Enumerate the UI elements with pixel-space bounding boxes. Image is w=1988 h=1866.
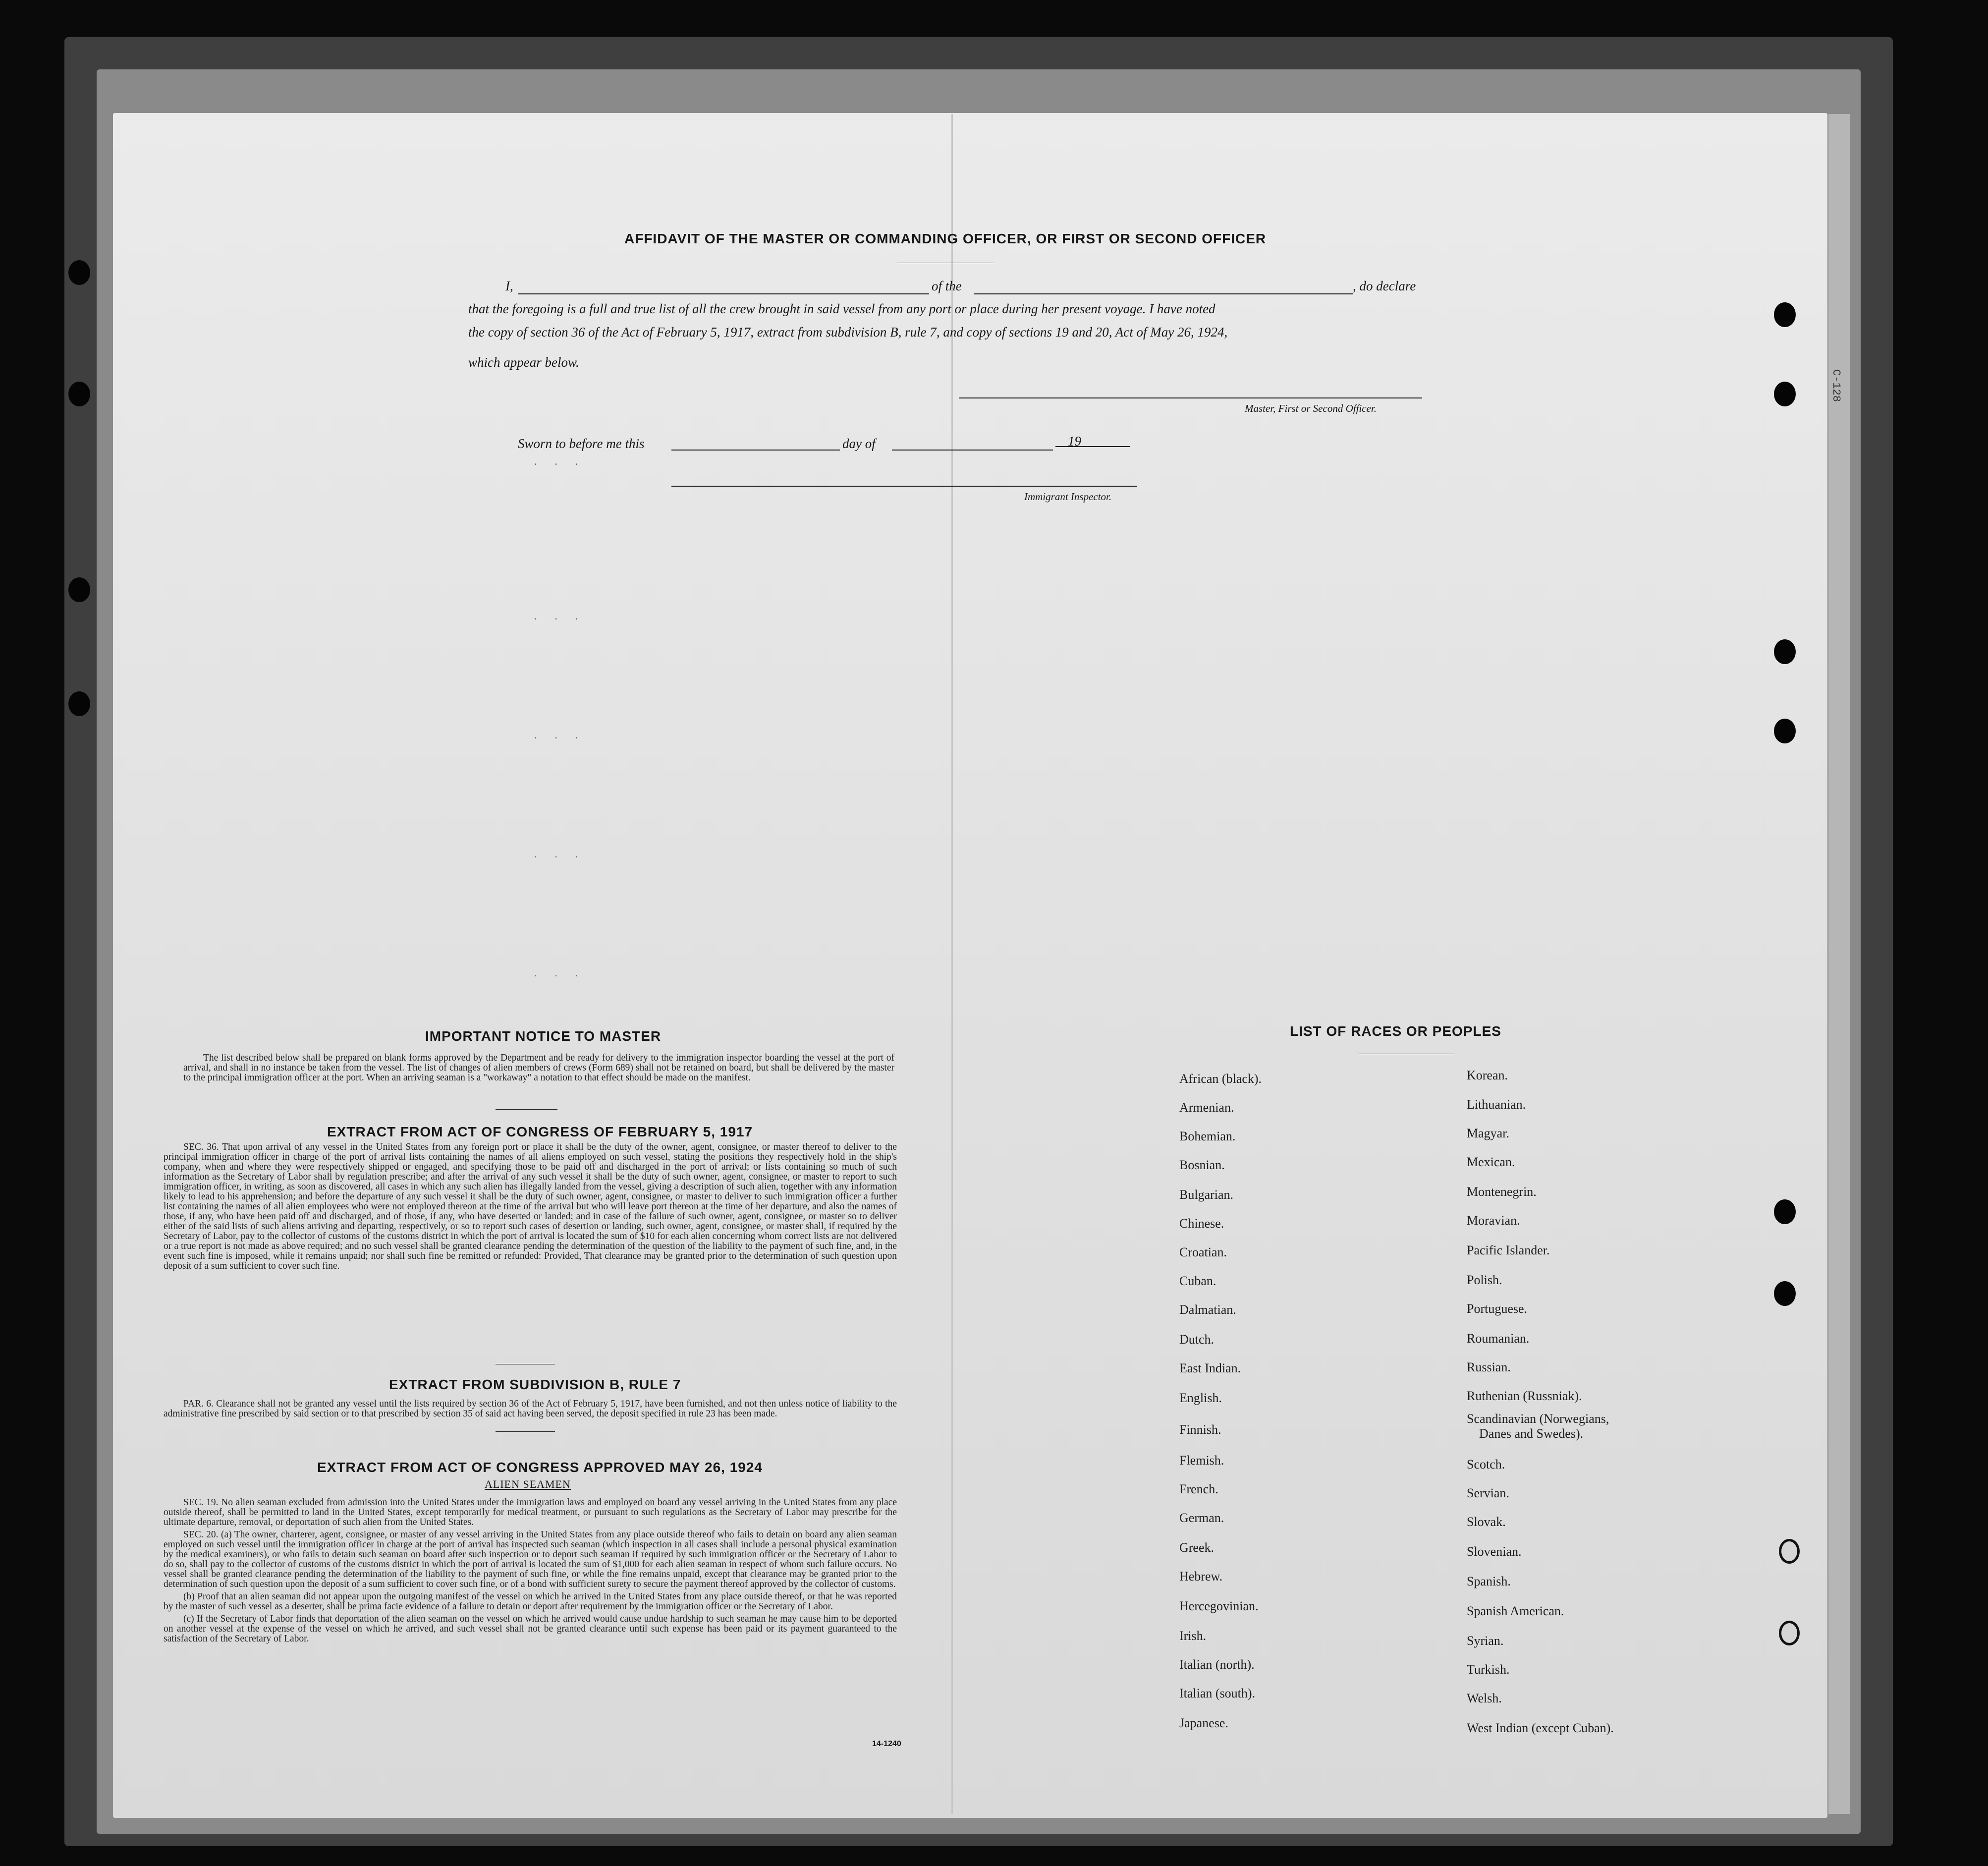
race-item: Turkish.: [1467, 1662, 1510, 1677]
binder-hole: [1774, 302, 1796, 327]
affidavit-line1-i: I,: [505, 279, 513, 293]
race-item: Irish.: [1179, 1629, 1207, 1643]
rule-7-title: EXTRACT FROM SUBDIVISION B, RULE 7: [389, 1377, 681, 1392]
section-rule: [496, 1109, 557, 1110]
sec-20c-paragraph: (c) If the Secretary of Labor finds that deportation of the alien seaman on the vessel on which he arrived would cause undue hardship to such seaman he may cause him to be deported on another vessel at the expense of the vessel on which he arrived, and such vessel shall not be granted clearance until such expense has been paid or its payment guaranteed to the satisfaction of the Secretary of Labor.: [164, 1614, 897, 1644]
affidavit-line1-declare: , do declare: [1353, 279, 1416, 293]
race-item: Flemish.: [1179, 1453, 1224, 1468]
race-item: Finnish.: [1179, 1422, 1221, 1437]
vessel-name-field[interactable]: [974, 293, 1353, 294]
sworn-month-field[interactable]: [892, 450, 1053, 451]
race-item: Dutch.: [1179, 1332, 1215, 1347]
sworn-year: 19: [1068, 434, 1081, 449]
binder-hole: [68, 691, 90, 716]
binder-hole: [1774, 719, 1796, 743]
race-item: Spanish.: [1467, 1574, 1511, 1588]
race-item: Korean.: [1467, 1068, 1508, 1082]
race-item: Montenegrin.: [1467, 1185, 1537, 1199]
race-item: Spanish American.: [1467, 1604, 1564, 1618]
race-item: Danes and Swedes).: [1479, 1426, 1584, 1441]
sworn-day-of: day of: [842, 436, 876, 451]
sworn-year-field[interactable]: [1055, 446, 1130, 447]
race-item: Greek.: [1179, 1540, 1215, 1555]
race-item: Japanese.: [1179, 1716, 1228, 1730]
race-item: Slovak.: [1467, 1515, 1506, 1529]
race-item: Welsh.: [1467, 1691, 1502, 1705]
affidavit-line4: which appear below.: [468, 355, 579, 370]
affidavit-line2: that the foregoing is a full and true list of all the crew brought in said vessel from any port or place during her present voyage. I have noted: [468, 301, 1215, 316]
race-item: Ruthenian (Russniak).: [1467, 1389, 1582, 1403]
binder-hole-ring: [1779, 1539, 1800, 1564]
race-item: Mexican.: [1467, 1155, 1515, 1169]
alien-seamen-subtitle: ALIEN SEAMEN: [485, 1478, 571, 1490]
race-item: African (black).: [1179, 1072, 1262, 1086]
affidavit-line3: the copy of section 36 of the Act of February 5, 1917, extract from subdivision B, rule 7, and copy of sections 19 and 20, Act of May 26, 1924,: [468, 325, 1228, 339]
rule-7-body: [164, 1399, 897, 1421]
race-item: Bosnian.: [1179, 1158, 1225, 1172]
race-item: East Indian.: [1179, 1361, 1241, 1375]
race-item: Bulgarian.: [1179, 1187, 1234, 1202]
margin-dots: · · ·: [533, 971, 585, 981]
affidavit-title: AFFIDAVIT OF THE MASTER OR COMMANDING OFFICER, OR FIRST OR SECOND OFFICER: [624, 231, 1267, 246]
margin-dots: · · ·: [533, 734, 585, 743]
race-item: Hebrew.: [1179, 1569, 1223, 1583]
sec-19-paragraph: SEC. 19. No alien seaman excluded from admission into the United States under the immigration laws and employed on board any vessel arriving in the United States from any place outside thereof, shall be permitted to land in the United States, except temporarily for medical treatment, or pursuant to such regulations as the Secretary of Labor may prescribe for the ultimate departure, removal, or deportation of such alien from the United States.: [164, 1497, 897, 1527]
race-item: English.: [1179, 1391, 1222, 1405]
race-item: Slovenian.: [1467, 1544, 1522, 1559]
binder-hole: [1774, 1199, 1796, 1224]
race-item: Bohemian.: [1179, 1129, 1236, 1143]
binder-hole: [1774, 382, 1796, 406]
sworn-day-field[interactable]: [671, 450, 840, 451]
margin-dots: · · ·: [533, 460, 585, 470]
margin-dots: · · ·: [533, 615, 585, 624]
race-item: Pacific Islander.: [1467, 1243, 1550, 1257]
par-6-paragraph: PAR. 6. Clearance shall not be granted any vessel until the lists required by section 36 of the Act of February 5, 1917, have been furnished, and not then unless notice of liability to the administrative fine prescribed by said section or to that prescribed by section 35 of said act having been served, the deposit specified in rule 23 has been made.: [164, 1399, 897, 1419]
race-item: Hercegovinian.: [1179, 1599, 1259, 1613]
race-item: Scotch.: [1467, 1457, 1505, 1471]
race-item: Italian (south).: [1179, 1686, 1256, 1700]
extract-1924-title: EXTRACT FROM ACT OF CONGRESS APPROVED MAY 26, 1924: [317, 1460, 763, 1475]
race-item: Cuban.: [1179, 1274, 1216, 1288]
notice-title: IMPORTANT NOTICE TO MASTER: [425, 1028, 662, 1044]
race-item: Dalmatian.: [1179, 1302, 1236, 1317]
affidavit-line1-of-the: of the: [932, 279, 962, 293]
race-item: German.: [1179, 1511, 1224, 1525]
margin-dots: · · ·: [533, 852, 585, 862]
master-signature-line[interactable]: [959, 397, 1422, 398]
race-item: Croatian.: [1179, 1245, 1227, 1259]
race-item: Lithuanian.: [1467, 1097, 1526, 1112]
race-item: Polish.: [1467, 1273, 1502, 1287]
races-title: LIST OF RACES OR PEOPLES: [1290, 1023, 1501, 1039]
master-signature-caption: Master, First or Second Officer.: [1245, 402, 1377, 414]
race-item: Portuguese.: [1467, 1301, 1528, 1316]
race-item: Italian (north).: [1179, 1657, 1255, 1672]
race-item: Magyar.: [1467, 1126, 1509, 1140]
extract-1917-title: EXTRACT FROM ACT OF CONGRESS OF FEBRUARY 5, 1917: [327, 1124, 753, 1139]
race-item: Syrian.: [1467, 1634, 1504, 1648]
binder-hole: [68, 260, 90, 285]
extract-1924-body: [164, 1498, 897, 1646]
margin-stamp: C-128: [1830, 369, 1842, 402]
race-item: Roumanian.: [1467, 1331, 1530, 1346]
race-item: Scandinavian (Norwegians,: [1467, 1412, 1609, 1426]
extract-1917-body: [164, 1142, 897, 1274]
race-item: Russian.: [1467, 1360, 1511, 1374]
sworn-prefix: Sworn to before me this: [518, 436, 645, 451]
race-item: Chinese.: [1179, 1216, 1224, 1231]
binder-hole-ring: [1779, 1621, 1800, 1645]
race-item: French.: [1179, 1482, 1218, 1496]
binder-hole: [1774, 639, 1796, 664]
section-36-paragraph: SEC. 36. That upon arrival of any vessel in the United States from any foreign port or place it shall be the duty of the owner, agent, consignee, or master thereof to deliver to the principal immigration officer in charge of the port of arrival lists containing the names of all aliens employed on such vessel, stating the positions they respectively hold in the ship's company, when and where they were respectively shipped or engaged, and specifying those to be paid off and discharged in the port of arrival; or lists containing so much of such information as the Secretary of Labor shall by regulation prescribe; and after the arrival of any such vessel it shall be the duty of such owner, agent, consignee, or master to report to such immigration officer, in writing, as soon as discovered, all cases in which any such alien has illegally landed from the vessel, giving a description of such alien, together with any information likely to lead to his apprehension; and before the departure of any such vessel it shall be the duty of such owner, agent, consignee, or master to deliver to such immigration officer a further list containing the names of all alien employees who were not employed thereon at the time of the arrival but who will leave port thereon at the time of her departure, and also the names of those, if any, who have been paid off and discharged, and of those, if any, who have deserted or landed; and in case of the failure of such owner, agent, consignee, or master so to deliver either of the said lists of such aliens arriving and departing, respectively, or so to report such cases of desertion or landing, such owner, agent, consignee, or master shall, if required by the Secretary of Labor, pay to the collector of customs of the customs district in which the port of arrival is located the sum of $10 for each alien concerning whom correct lists are not delivered or a true report is not made as above required; and no such vessel shall be granted clearance pending the determination of the question of the liability to the payment of such fine, and, in the event such fine is imposed, while it remains unpaid; nor shall such fine be remitted or refunded: Provided, That clearance may be granted prior to the determination of such question upon deposit of a sum sufficient to cover such fine.: [164, 1142, 897, 1271]
form-number: 14-1240: [872, 1740, 901, 1748]
sec-20b-paragraph: (b) Proof that an alien seaman did not appear upon the outgoing manifest of the vessel on which he arrived in the United States from any place outside thereof, or that he was reported by the master of such vessel as a deserter, shall be prima facie evidence of a failure to detain or deport after requirement by the immigration officer or the Secretary of Labor.: [164, 1591, 897, 1612]
binder-hole: [68, 577, 90, 602]
race-item: Servian.: [1467, 1486, 1509, 1500]
sec-20a-paragraph: SEC. 20. (a) The owner, charterer, agent, consignee, or master of any vessel arriving in the United States from any place outside thereof who fails to detain on board any alien seaman employed on such vessel until the immigration officer in charge at the port of arrival has inspected such seaman (which inspection in all cases shall include a personal physical examination by the medical examiners), or who fails to detain such seaman on board after such inspection or to deport such seaman if required by such immigration officer or the Secretary of Labor to do so, shall pay to the collector of customs of the customs district in which the port of arrival is located the sum of $1,000 for each alien seaman in respect of whom such failure occurs. No vessel shall be granted clearance pending the determination of the liability to the payment of such fine, or while the fine remains unpaid, except that clearance may be granted prior to the determination of such question upon the deposit of a sum sufficient to cover such fine, or of a bond with sufficient surety to secure the payment thereof approved by the collector of customs.: [164, 1529, 897, 1589]
section-rule: [496, 1431, 555, 1432]
race-item: West Indian (except Cuban).: [1467, 1721, 1614, 1735]
inspector-signature-line[interactable]: [671, 486, 1137, 487]
binder-hole: [1774, 1281, 1796, 1306]
officer-name-field[interactable]: [518, 293, 929, 294]
center-fold-line: [951, 114, 953, 1814]
race-item: Moravian.: [1467, 1213, 1520, 1228]
race-item: Armenian.: [1179, 1100, 1234, 1115]
inspector-caption: Immigrant Inspector.: [1024, 491, 1112, 503]
binder-hole: [68, 382, 90, 406]
notice-paragraph: The list described below shall be prepared on blank forms approved by the Department and be ready for delivery to the immigration inspector boarding the vessel at the port of arrival, and shall in no instance be taken from the vessel. The list of changes of alien members of crews (Form 689) shall not be retained on board, but shall be delivered by the master to the principal immigration officer at the port. When an arriving seaman is a "workaway" a notation to that effect should be made on the manifest.: [183, 1053, 894, 1083]
notice-body: [183, 1053, 894, 1085]
